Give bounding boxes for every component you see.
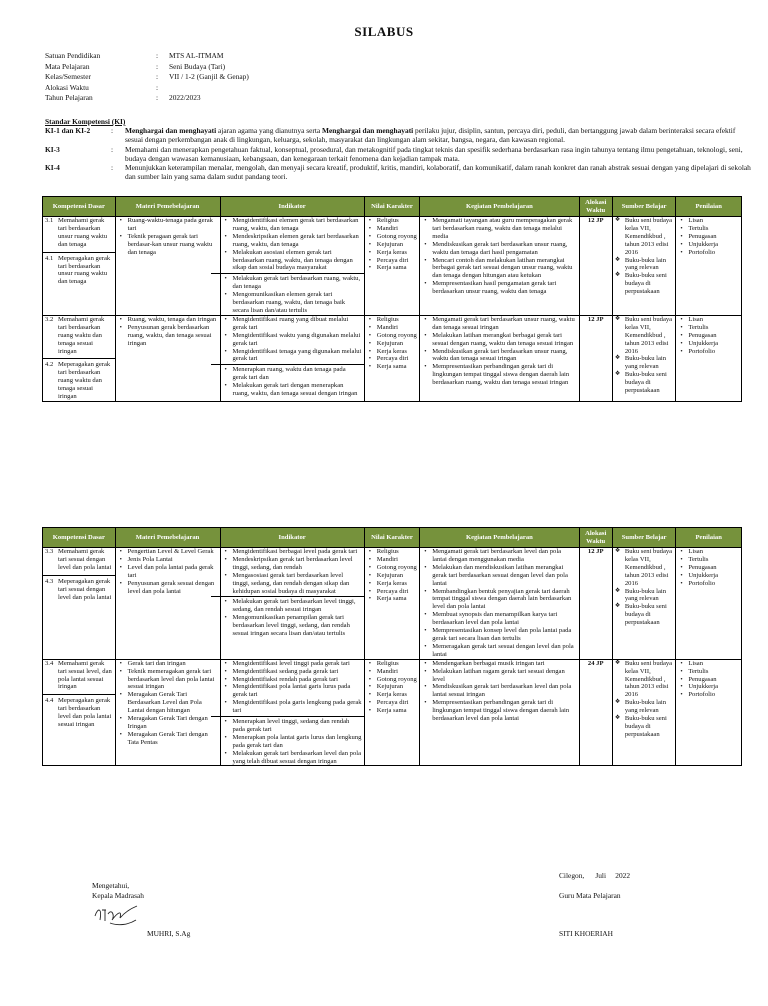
nilai-list-item: • Kejujuran [377, 340, 417, 348]
indikator-divider [211, 596, 364, 597]
kd-item [45, 697, 113, 729]
ki-section [45, 117, 751, 181]
nilai-list-item: • Kerja sama [377, 363, 417, 371]
teacher-name: SITI KHOERIAH [559, 929, 613, 938]
materi-list-item: • Meragakan Gerak Tari dengan Iringan [128, 715, 218, 731]
identity-label: Mata Pelajaran [45, 61, 90, 71]
indikator-list-item: • Mengidentifikasi level tinggi pada gerak tari [233, 660, 362, 668]
nilai-list-item: • Gotong royong [377, 676, 417, 684]
penilaian-list-item: • Lisan [688, 548, 739, 556]
kegiatan-list-item: • Mendengarkan berbagai musik iringan tari [432, 660, 576, 668]
indikator-list-item: • Mendeskripsikan gerak tari berdasarkan level tinggi, sedang, dan rendah [233, 556, 362, 572]
kompetensi-dasar-cell [43, 548, 116, 660]
nilai-list-item: • Percaya diri [377, 355, 417, 363]
kegiatan-list-item: • Mempresentasikan konsep level dan pola lantai pada gerak tari secara lisan dan tertulis [432, 627, 576, 643]
ki-row [45, 126, 751, 144]
penilaian-list-item: • Tertulis [688, 668, 739, 676]
nilai-list-item: • Gotong royong [377, 233, 417, 241]
column-header: Alokasi Waktu [579, 528, 612, 548]
penilaian-list-item: • Unjukkerja [688, 241, 739, 249]
kd-text: Memahami gerak tari sesuai dengan level dan pola lantai [58, 548, 112, 571]
kegiatan-list-item: • Mempresentasikan perbandingan gerak tari di lingkungan tempat tinggal siswa dengan daerah lain berdasarkan ruang, waktu dan tenaga sesuai iringan [432, 363, 576, 387]
nilai-list-item: • Religius [377, 548, 417, 556]
sumber-list [615, 660, 674, 739]
indikator-cell [220, 315, 364, 401]
kd-number: 4.4 [45, 697, 54, 705]
indikator-list-item: • Melakukan gerak tari dengan menerapkan ruang, waktu, dan tenaga sesuai dengan iringan [233, 382, 362, 398]
nilai-list-item: • Mandiri [377, 668, 417, 676]
syllabus-row [43, 548, 742, 660]
ki-row [45, 145, 751, 163]
kd-text: Memahami gerak tari berdasarkan ruang waktu dan tenaga sesuai iringan [58, 315, 105, 355]
indikator-list-item: • Melakukan gerak tari berdasarkan level dan pola yang telah dibuat sesuai dengan iringan [233, 750, 362, 766]
identity-colon: : [156, 72, 159, 81]
kegiatan-list-item: • Mengamati tayangan atau guru memperagakan gerak tari berdasarkan ruang, waktu dan tenaga melalui media [432, 217, 576, 241]
sumber-list-item: ❖ Buku-buku lain yang relevan [625, 588, 674, 604]
kd-text: Meperagakan gerak tari berdasarkan unsur ruang waktu dan tenaga [58, 254, 111, 286]
sumber-list-item: ❖ Buku seni budaya kelas VII, Kemendikbud , tahun 2013 edisi 2016 [625, 548, 674, 588]
penilaian-list-item: • Lisan [688, 316, 739, 324]
column-header: Indikator [220, 528, 364, 548]
identity-value: MTS AL-ITMAM [169, 51, 224, 60]
penilaian-list-item: • Lisan [688, 217, 739, 225]
materi-list-item: • Ruang-waktu-tenaga pada gerak tari [128, 217, 218, 233]
kd-text: Meperagakan gerak tari berdasarkan level dan pola lantai sesuai iringan [58, 697, 112, 729]
identity-colon: : [156, 82, 159, 92]
indikator-list-item: • Mengidentifikasi waktu yang digunakan melalui gerak tari [233, 332, 362, 348]
materi-list-item: • Meragakan Gerak Tari Berdasarkan Level dan Pola Lantai dengan hitungan [128, 691, 218, 715]
nilai-list [367, 316, 417, 371]
kegiatan-list-item: • Mempresentasikan perbandingan gerak tari di lingkungan tempat tinggal siswa dengan daerah lain berdasarkan level dan pola lantai [432, 699, 576, 723]
nilai-list-item: • Kerja sama [377, 707, 417, 715]
materi-list-item: • Penyusunan gerak sesuai dengan level dan pola lantai [128, 580, 218, 596]
nilai-list [367, 548, 417, 603]
column-header: Indikator [220, 197, 364, 217]
materi-list [118, 316, 218, 348]
kd-number: 3.1 [45, 217, 54, 224]
sumber-list-item: ❖ Buku-buku lain yang relevan [625, 257, 674, 273]
column-header: Sumber Belajar [612, 197, 676, 217]
sign-left-line1: Mengetahui, [92, 881, 130, 890]
sumber-belajar-cell [612, 315, 676, 401]
indikator-divider [211, 364, 364, 365]
sumber-belajar-cell [612, 217, 676, 316]
identity-value: VII / 1-2 (Ganjil & Genap) [169, 72, 249, 81]
kegiatan-list [422, 660, 576, 723]
indikator-list-item: • Mengidentifikasi ruang yang dibuat melalui gerak tari [233, 316, 362, 332]
sumber-list-item: ❖ Buku-buku seni budaya di perpustakaan [625, 371, 674, 395]
nilai-list-item: • Religius [377, 217, 417, 225]
nilai-list-item: • Kejujuran [377, 241, 417, 249]
materi-list-item: • Teknik memeragakan gerak tari berdasarkan level dan pola lantai sesuai iringan [128, 668, 218, 692]
kd-divider [43, 358, 115, 359]
nilai-list-item: • Percaya diri [377, 699, 417, 707]
indikator-list-item: • Menerapkan ruang, waktu dan tenaga pada gerak tari dan [233, 366, 362, 382]
indikator-list-item: • Melakukan gerak tari berdasarkan ruang, waktu, dan tenaga [233, 275, 362, 291]
ki-colon: : [111, 163, 114, 173]
kegiatan-list-item: • Melakukan latihan merangkai berbagai gerak tari sesuai dengan ruang, waktu dan tenaga sesuai iringan [432, 332, 576, 348]
kd-item [45, 578, 113, 602]
identity-row [45, 93, 249, 104]
indikator-list [223, 217, 362, 272]
sumber-list-item: ❖ Buku-buku lain yang relevan [625, 355, 674, 371]
column-header: Kegiatan Pembelajaran [420, 197, 579, 217]
column-header: Nilai Karakter [364, 197, 419, 217]
nilai-karakter-cell [364, 217, 419, 316]
penilaian-cell [676, 217, 742, 316]
signature-image [92, 902, 142, 928]
nilai-list-item: • Kejujuran [377, 683, 417, 691]
penilaian-list-item: • Portofolio [688, 580, 739, 588]
syllabus-row [43, 315, 742, 401]
indikator-divider [211, 716, 364, 717]
nilai-list-item: • Religius [377, 660, 417, 668]
nilai-list-item: • Mandiri [377, 556, 417, 564]
indikator-list-item: • Melakukan asosiasi elemen gerak tari berdasarkan ruang, waktu, dan tenaga dengan sikap dan sosial budaya masyarakat [233, 249, 362, 273]
sumber-list-item: ❖ Buku seni budaya kelas VII, Kemendikbud , tahun 2013 edisi 2016 [625, 217, 674, 257]
penilaian-list-item: • Portofolio [688, 691, 739, 699]
indikator-divider [211, 273, 364, 274]
ki-text: Menunjukkan keterampilan menalar, mengolah, dan menyaji secara kreatif, produktif, kritis, mandiri, kolaboratif, dan komunikatif, dalam ranah konkret dan ranah abstrak sesuai dengan yang dipelajari di sekolah dan sumber lain yang sama dalam sudut pandang teori. [125, 163, 751, 182]
nilai-list-item: • Kerja sama [377, 264, 417, 272]
nilai-list-item: • Percaya diri [377, 588, 417, 596]
kegiatan-list-item: • Memeragakan gerak tari sesuai dengan level dan pola lantai [432, 643, 576, 659]
indikator-list [223, 548, 362, 595]
kd-text: Memahami gerak tari sesuai level, dan pola lantai sesuai iringan [58, 659, 112, 691]
kd-number: 4.3 [45, 577, 54, 585]
ki-bold: Menghargai dan menghayati [125, 126, 217, 136]
indikator-list-item: • Mengidentifikasi berbagai level pada gerak tari [233, 548, 362, 556]
penilaian-list [678, 548, 739, 588]
indikator-list-item: • Mengomunikasikan elemen gerak tari berdasarkan ruang, waktu, dan tenaga baik secara lisan dan/atau tertulis [233, 291, 362, 315]
syllabus-table-1 [42, 196, 742, 402]
nilai-list-item: • Kerja keras [377, 348, 417, 356]
identity-colon: : [156, 93, 159, 102]
kegiatan-list-item: • Mengamati gerak tari berdasarkan level dan pola lantai dengan menggunakan media [432, 548, 576, 564]
sumber-list [615, 548, 674, 627]
nilai-list-item: • Kerja keras [377, 249, 417, 257]
kegiatan-list-item: • Mempresentasikan hasil pengamatan gerak tari berdasarkan unsur ruang, waktu dan tenaga [432, 280, 576, 296]
penilaian-list-item: • Penugasan [688, 332, 739, 340]
column-header: Kompetensi Dasar [43, 528, 116, 548]
column-header: Kegiatan Pembelajaran [420, 528, 579, 548]
kd-item [45, 255, 113, 287]
penilaian-cell [676, 315, 742, 401]
nilai-list [367, 217, 417, 272]
kompetensi-dasar-cell [43, 315, 116, 401]
materi-list-item: • Pengertian Level & Level Gerak [128, 548, 218, 556]
alokasi-waktu-cell: 12 JP [579, 315, 612, 401]
materi-list-item: • Jenis Pola Lantai [128, 556, 218, 564]
page-title: SILABUS [354, 24, 414, 39]
kegiatan-list-item: • Membandingkan bentuk penyajian gerak tari daerah tempat tinggal siswa dengan daerah lain berdasarkan level dan pola lantai [432, 588, 576, 612]
indikator-list-item: • Mengomunikasikan penampilan gerak tari berdasarkan level tinggi, sedang, dan rendah sesuai iringan secara lisan dan/atau tertulis [233, 614, 362, 638]
column-header: Penilaian [676, 197, 742, 217]
indikator-list [223, 660, 362, 715]
kd-number: 3.3 [45, 548, 54, 555]
materi-list-item: • Penyusunan gerak berdasarkan ruang, waktu, dan tenaga sesuai iringan [128, 324, 218, 348]
nilai-karakter-cell [364, 659, 419, 766]
penilaian-list-item: • Penugasan [688, 676, 739, 684]
sign-place-date: Cilegon, Juli 2022 [559, 871, 631, 880]
kegiatan-cell [420, 315, 579, 401]
indikator-list [223, 718, 362, 765]
kegiatan-list-item: • Mengamati gerak tari berdasarkan unsur ruang, waktu dan tenaga sesuai iringan [432, 316, 576, 332]
kd-number: 3.4 [45, 659, 54, 667]
materi-list [118, 217, 218, 257]
materi-list-item: • Ruang, waktu, tenaga dan iringan [128, 316, 218, 324]
sumber-list-item: ❖ Buku-buku seni budaya di perpustakaan [625, 603, 674, 627]
kegiatan-list [422, 316, 576, 387]
materi-cell [115, 217, 220, 316]
sumber-belajar-cell [612, 548, 676, 660]
penilaian-list-item: • Tertulis [688, 225, 739, 233]
materi-list [118, 548, 218, 595]
nilai-karakter-cell [364, 315, 419, 401]
nilai-list-item: • Kerja keras [377, 691, 417, 699]
sumber-belajar-cell [612, 659, 676, 766]
sumber-list [615, 217, 674, 296]
nilai-list-item: • Mandiri [377, 324, 417, 332]
penilaian-list-item: • Tertulis [688, 324, 739, 332]
kegiatan-cell [420, 659, 579, 766]
kd-number: 4.2 [45, 361, 54, 369]
materi-list-item: • Meragakan Gerak Tari dengan Tata Pentas [128, 731, 218, 747]
kegiatan-list-item: • Mencari contoh dan melakukan latihan merangkai berbagai gerak tari sesuai dengan unsur ruang, waktu dan tenaga dengan hitungan atau ketukan [432, 257, 576, 281]
nilai-list-item: • Percaya diri [377, 257, 417, 265]
kegiatan-list [422, 548, 576, 659]
penilaian-list-item: • Unjukkerja [688, 572, 739, 580]
kompetensi-dasar-cell [43, 659, 116, 766]
penilaian-list-item: • Unjukkerja [688, 683, 739, 691]
penilaian-list-item: • Penugasan [688, 564, 739, 572]
kd-divider [43, 575, 115, 576]
nilai-karakter-cell [364, 548, 419, 660]
identity-value: 2022/2023 [169, 93, 201, 102]
indikator-list-item: • Mengidentifikasi elemen gerak tari berdasarkan ruang, waktu, dan tenaga [233, 217, 362, 233]
column-header: Nilai Karakter [364, 528, 419, 548]
indikator-list-item: • Mengidentifikasi sedang pada gerak tari [233, 668, 362, 676]
indikator-list [223, 366, 362, 398]
identity-row [45, 51, 249, 62]
column-header: Kompetensi Dasar [43, 197, 116, 217]
ki-heading: Standar Kompetensi (KI) [45, 117, 126, 126]
identity-label: Satuan Pendidikan [45, 51, 101, 60]
nilai-list-item: • Mandiri [377, 225, 417, 233]
kd-divider [43, 252, 115, 253]
sumber-list-item: ❖ Buku seni budaya kelas VII, Kemendikbud , tahun 2013 edisi 2016 [625, 316, 674, 356]
kd-item [45, 660, 113, 692]
ki-bold: Menghargai dan menghayati [322, 126, 414, 136]
penilaian-list [678, 316, 739, 356]
ki-text-part: ajaran agama yang dianutnya serta [216, 126, 323, 136]
syllabus-table-2 [42, 527, 742, 766]
indikator-list-item: • Mengidentifikasi pola garis lengkung pada gerak tari [233, 699, 362, 715]
kd-item [45, 548, 113, 572]
materi-cell [115, 548, 220, 660]
ki-text-part: perilaku jujur, disiplin, santun, percaya diri, peduli, dan bertanggung jawab dalam berinteraksi secara efektif sesuai dengan perkembangan anak di lingkungan, keluarga, sekolah, masyarakat dan lingkungan alam sekitar, bangsa, negara, dan kawasan regional. [125, 126, 736, 145]
ki-colon: : [111, 144, 114, 154]
penilaian-list-item: • Portofolio [688, 249, 739, 257]
indikator-list-item: • Mengidentifiaksi rendah pada gerak tari [233, 676, 362, 684]
indikator-list [223, 275, 362, 315]
penilaian-list [678, 217, 739, 257]
kd-text: Meperagakan gerak tari berdasarkan ruang waktu dan tenaga sesuai iringan [58, 361, 111, 401]
materi-list-item: • Gerak tari dan iringan [128, 660, 218, 668]
sumber-list-item: ❖ Buku-buku lain yang relevan [625, 699, 674, 715]
materi-list-item: • Teknik peragaan gerak tari berdasar-kan unsur ruang waktu dan tenaga [128, 233, 218, 257]
indikator-list-item: • Mengidentifikasi pola lantai garis lurus pada gerak tari [233, 683, 362, 699]
identity-row [45, 62, 249, 73]
penilaian-list-item: • Portofolio [688, 348, 739, 356]
ki-text: Memahami dan menerapkan pengetahuan faktual, konseptual, prosedural, dan metakognitif pada tingkat teknis dan spesifik sederhana berdasarkan rasa ingin tahunya tentang ilmu pengetahuan, teknologi, seni, budaya dengan wawasan kemanusiaan, kebangsaan, dan kenegaraan terkait fenomena dan kejadian tampak mata. [125, 144, 743, 163]
kegiatan-list [422, 217, 576, 296]
identity-row [45, 72, 249, 83]
indikator-cell [220, 548, 364, 660]
indikator-list-item: • Mengidentifikasi tenaga yang digunakan melalui gerak tari [233, 348, 362, 364]
kd-text: Memahami gerak tari berdasarkan unsur ruang waktu dan tenaga [58, 217, 108, 248]
identity-row [45, 83, 249, 94]
teacher-sign-block [559, 871, 630, 901]
kegiatan-cell [420, 548, 579, 660]
alokasi-waktu-cell: 12 JP [579, 217, 612, 316]
identity-colon: : [156, 61, 159, 71]
kegiatan-list-item: • Mendiskusikan gerak tari berdasarkan unsur ruang, waktu dan tenaga dari hasil pengamatan [432, 241, 576, 257]
kd-number: 4.1 [45, 254, 54, 262]
nilai-list-item: • Gotong royong [377, 564, 417, 572]
sign-left-line2: Kepala Madrasah [92, 891, 144, 900]
kd-item [45, 217, 113, 249]
column-header: Alokasi Waktu [579, 197, 612, 217]
penilaian-list [678, 660, 739, 700]
alokasi-waktu-cell: 12 JP [579, 548, 612, 660]
kompetensi-dasar-cell [43, 217, 116, 316]
nilai-list-item: • Kejujuran [377, 572, 417, 580]
syllabus-row [43, 659, 742, 766]
indikator-list [223, 316, 362, 363]
identity-block [45, 51, 249, 104]
sign-right-line: Guru Mata Pelajaran [559, 891, 621, 900]
column-header: Sumber Belajar [612, 528, 676, 548]
indikator-cell [220, 217, 364, 316]
sumber-list [615, 316, 674, 395]
penilaian-cell [676, 548, 742, 660]
kd-number: 3.2 [45, 315, 54, 323]
kegiatan-list-item: • Mendiskusikan gerak tari berdasarkan level dan pola lantai sesuai iringan [432, 683, 576, 699]
ki-colon: : [111, 126, 114, 136]
identity-label: Tahun Pelajaran [45, 93, 93, 102]
materi-cell [115, 315, 220, 401]
nilai-list-item: • Kerja sama [377, 595, 417, 603]
principal-sign-block [92, 881, 144, 901]
ki-row [45, 163, 751, 181]
kd-item [45, 316, 113, 356]
nilai-list-item: • Religius [377, 316, 417, 324]
indikator-list-item: • Menerapkan pola lantai garis lurus dan lengkung pada gerak tari dan [233, 734, 362, 750]
ki-label: KI-4 [45, 163, 60, 173]
sumber-list-item: ❖ Buku seni budaya kelas VII, Kemendikbud , tahun 2013 edisi 2016 [625, 660, 674, 700]
syllabus-row [43, 217, 742, 316]
nilai-list-item: • Kerja keras [377, 580, 417, 588]
indikator-list-item: • Mendeskripsikan elemen gerak tari berdasarkan ruang, waktu, dan tenaga [233, 233, 362, 249]
indikator-list-item: • Mengasosiasi gerak tari berdasarkan level tinggi, sedang, dan rendah dengan sikap dan kehidupan sosial budaya di masyarakat [233, 572, 362, 596]
penilaian-cell [676, 659, 742, 766]
kegiatan-list-item: • Melakukan latihan ragam gerak tari sesuai dengan level [432, 668, 576, 684]
identity-label: Alokasi Waktu [45, 82, 89, 92]
ki-text [125, 126, 751, 144]
indikator-list-item: • Melakukan gerak tari berdasarkan level tinggi, sedang, dan rendah sesuai iringan [233, 598, 362, 614]
nilai-list-item: • Gotong royong [377, 332, 417, 340]
identity-value: Seni Budaya (Tari) [169, 61, 226, 71]
identity-colon: : [156, 51, 159, 60]
principal-name: MUHRI, S.Ag [147, 929, 191, 938]
column-header: Materi Pemebelajaran [115, 528, 220, 548]
materi-list [118, 660, 218, 747]
sumber-list-item: ❖ Buku-buku seni budaya di perpustakaan [625, 272, 674, 296]
penilaian-list-item: • Unjukkerja [688, 340, 739, 348]
identity-label: Kelas/Semester [45, 72, 91, 81]
kd-text: Meperagakan gerak tari sesuai dengan level dan pola lantai [58, 577, 112, 601]
materi-list-item: • Level dan pola lantai pada gerak tari [128, 564, 218, 580]
penilaian-list-item: • Tertulis [688, 556, 739, 564]
alokasi-waktu-cell: 24 JP [579, 659, 612, 766]
kegiatan-list-item: • Melakukan dan mendiskusikan latihan merangkai gerak tari berdasarkan sesuai dengan level dan pola lantai [432, 564, 576, 588]
ki-label: KI-1 dan KI-2 [45, 126, 91, 136]
indikator-list-item: • Menerapkan level tinggi, sedang dan rendah pada gerak tari [233, 718, 362, 734]
column-header: Penilaian [676, 528, 742, 548]
kd-divider [43, 694, 115, 695]
nilai-list [367, 660, 417, 715]
column-header: Materi Pemebelajaran [115, 197, 220, 217]
kegiatan-list-item: • Mendiskusikan gerak tari berdasarkan unsur ruang, waktu dan tenaga sesuai iringan [432, 348, 576, 364]
kegiatan-list-item: • Membuat synopsis dan menampilkan karya tari berdasarkan level dan pola lantai [432, 611, 576, 627]
kd-item [45, 361, 113, 401]
materi-cell [115, 659, 220, 766]
indikator-cell [220, 659, 364, 766]
ki-label: KI-3 [45, 144, 60, 154]
kegiatan-cell [420, 217, 579, 316]
sumber-list-item: ❖ Buku-buku seni budaya di perpustakaan [625, 715, 674, 739]
penilaian-list-item: • Penugasan [688, 233, 739, 241]
penilaian-list-item: • Lisan [688, 660, 739, 668]
indikator-list [223, 598, 362, 638]
